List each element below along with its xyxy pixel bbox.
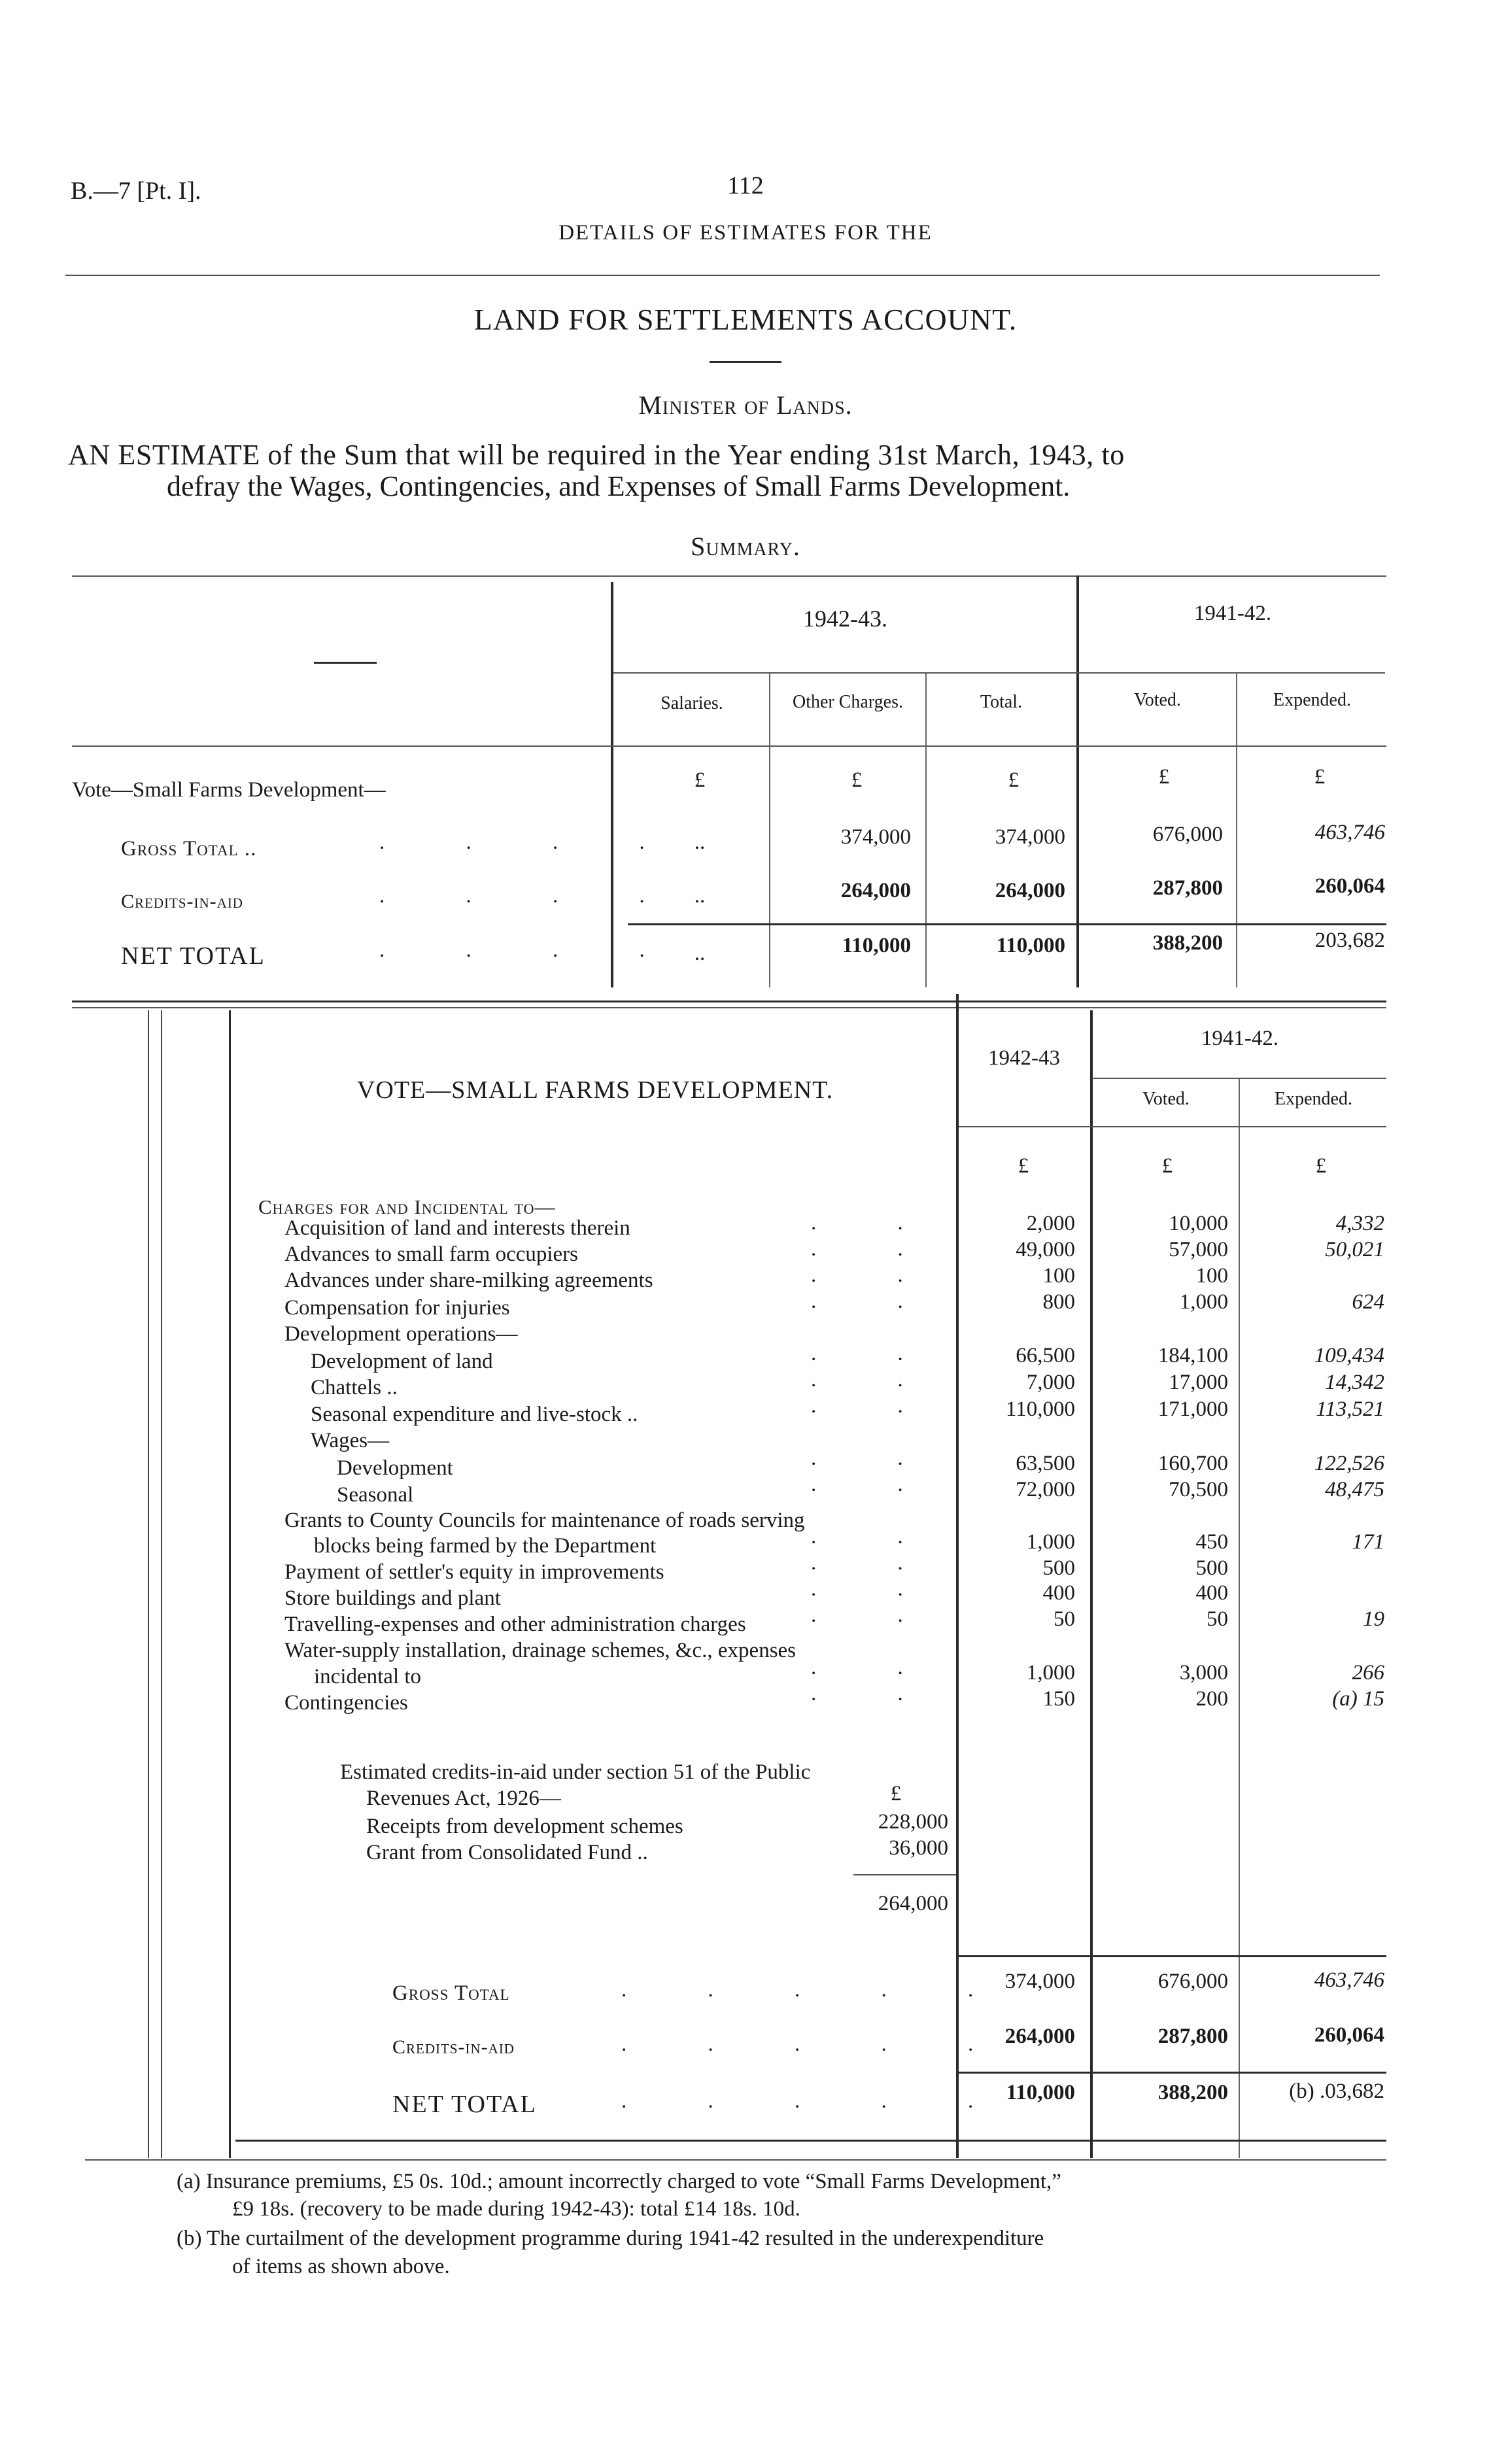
item-current: 800 bbox=[1042, 1290, 1075, 1314]
item-label: Development bbox=[337, 1456, 453, 1480]
leader-dots: . . . . . bbox=[621, 2089, 1012, 2113]
summary-vote-label: Vote—Small Farms Development— bbox=[72, 778, 386, 802]
header-subtitle: DETAILS OF ESTIMATES FOR THE bbox=[558, 221, 933, 245]
margin-rule bbox=[229, 1010, 231, 2158]
item-voted: 57,000 bbox=[1169, 1238, 1228, 1261]
currency-symbol: £ bbox=[1158, 765, 1170, 789]
item-label: Grants to County Councils for maintenance of roads serving bbox=[284, 1509, 805, 1532]
total-current: 110,000 bbox=[1006, 2081, 1075, 2104]
credit-label: Receipts from development schemes bbox=[366, 1815, 683, 1838]
item-expended: 109,434 bbox=[1314, 1344, 1384, 1367]
footnote-a-cont: £9 18s. (recovery to be made during 1942-43): total £14 18s. 10d. bbox=[232, 2197, 800, 2221]
cell-salaries: .. bbox=[694, 884, 706, 908]
footnote-a: (a) Insurance premiums, £5 0s. 10d.; amount incorrectly charged to vote “Small Farms Development,” bbox=[177, 2170, 1061, 2193]
footnote-b-cont: of items as shown above. bbox=[232, 2255, 450, 2278]
item-voted: 400 bbox=[1195, 1581, 1228, 1605]
item-expended: 122,526 bbox=[1314, 1452, 1384, 1475]
item-current: 66,500 bbox=[1016, 1344, 1075, 1367]
detail-col-rule bbox=[1239, 1079, 1240, 2158]
summary-divider bbox=[611, 582, 613, 987]
detail-bottom-rule bbox=[235, 2140, 1386, 2142]
item-voted: 500 bbox=[1195, 1556, 1228, 1580]
item-expended: 14,342 bbox=[1325, 1371, 1384, 1394]
col-voted: Voted. bbox=[1134, 690, 1181, 710]
currency-symbol: £ bbox=[890, 1782, 902, 1805]
section-heading: Charges for and Incidental to— bbox=[258, 1195, 556, 1218]
item-current: 49,000 bbox=[1016, 1238, 1075, 1261]
item-voted: 70,500 bbox=[1169, 1478, 1228, 1501]
minister-heading: Minister of Lands. bbox=[638, 390, 853, 420]
cell-other: 374,000 bbox=[840, 825, 911, 849]
total-label: Gross Total bbox=[392, 1981, 510, 2005]
item-label: Store buildings and plant bbox=[284, 1586, 501, 1610]
summary-col-rule bbox=[1236, 674, 1237, 987]
item-current: 1,000 bbox=[1026, 1530, 1075, 1554]
item-expended: (a) 15 bbox=[1332, 1687, 1384, 1711]
leader-dots: . . . . . bbox=[621, 1978, 1012, 2002]
item-label: Development of land bbox=[311, 1350, 493, 1373]
item-expended: 4,332 bbox=[1335, 1212, 1384, 1235]
summary-bottom-rule bbox=[72, 1001, 1386, 1002]
summary-group-current: 1942-43. bbox=[803, 606, 887, 632]
item-expended: 48,475 bbox=[1325, 1478, 1384, 1501]
total-expended: (b) .03,682 bbox=[1289, 2079, 1384, 2103]
detail-header-rule bbox=[1092, 1078, 1386, 1079]
margin-rule bbox=[148, 1010, 149, 2158]
summary-sum-rule bbox=[628, 923, 1386, 925]
cell-expended: 260,064 bbox=[1314, 874, 1385, 898]
total-current: 264,000 bbox=[1004, 2025, 1075, 2048]
totals-top-rule bbox=[959, 1955, 1386, 1957]
item-label: Wages— bbox=[311, 1429, 390, 1452]
item-label: Seasonal bbox=[337, 1483, 414, 1507]
col-expended: Expended. bbox=[1273, 690, 1351, 710]
cell-expended: 463,746 bbox=[1314, 821, 1385, 844]
currency-symbol: £ bbox=[1314, 765, 1326, 789]
summary-group-previous: 1941-42. bbox=[1193, 602, 1272, 625]
total-voted: 287,800 bbox=[1157, 2025, 1228, 2048]
cell-salaries: .. bbox=[694, 942, 706, 965]
total-current: 374,000 bbox=[1004, 1970, 1075, 1993]
item-expended: 50,021 bbox=[1325, 1238, 1384, 1261]
header-rule bbox=[65, 275, 1380, 276]
row-label: Gross Total .. bbox=[121, 837, 257, 861]
col-total: Total. bbox=[980, 692, 1023, 712]
item-label: Contingencies bbox=[284, 1691, 408, 1715]
document-reference: B.—7 [Pt. I]. bbox=[71, 177, 201, 205]
detail-header-bottom-rule bbox=[959, 1126, 1386, 1127]
item-voted: 160,700 bbox=[1157, 1452, 1228, 1475]
detail-col-divider bbox=[1090, 1010, 1093, 2158]
summary-header-rule bbox=[613, 672, 1385, 674]
leader-dots: . . . . . bbox=[621, 2032, 1012, 2056]
currency-symbol: £ bbox=[1008, 768, 1020, 792]
item-label: incidental to bbox=[314, 1665, 422, 1688]
credit-label: Grant from Consolidated Fund .. bbox=[366, 1841, 648, 1864]
total-expended: 463,746 bbox=[1314, 1968, 1384, 1992]
cell-total: 374,000 bbox=[995, 825, 1065, 849]
stub-dash bbox=[314, 662, 377, 664]
item-voted: 200 bbox=[1195, 1687, 1228, 1711]
cell-voted: 287,800 bbox=[1152, 876, 1223, 900]
item-current: 63,500 bbox=[1016, 1452, 1075, 1475]
item-voted: 17,000 bbox=[1169, 1371, 1228, 1394]
estimate-line-2: defray the Wages, Contingencies, and Expenses of Small Farms Development. bbox=[167, 470, 1071, 502]
summary-heading: Summary. bbox=[691, 532, 800, 561]
item-current: 100 bbox=[1042, 1264, 1075, 1288]
item-voted: 171,000 bbox=[1157, 1397, 1228, 1421]
leader-dots: . . . . . . . . . . . . . . . . . . . . . . . . . . . . . . bbox=[811, 1211, 941, 1705]
item-current: 1,000 bbox=[1026, 1661, 1075, 1685]
credit-sum-rule bbox=[853, 1874, 956, 1875]
summary-top-rule bbox=[72, 575, 1386, 577]
item-expended: 266 bbox=[1352, 1661, 1384, 1685]
item-expended: 19 bbox=[1363, 1607, 1384, 1631]
detail-col-voted: Voted. bbox=[1142, 1089, 1190, 1109]
credit-total: 264,000 bbox=[878, 1892, 948, 1915]
leader-dots: . . . . bbox=[379, 938, 683, 962]
summary-bottom-rule bbox=[72, 1007, 1386, 1008]
total-label: NET TOTAL bbox=[392, 2091, 537, 2118]
item-label: Advances under share-milking agreements bbox=[284, 1269, 653, 1292]
item-label: Water-supply installation, drainage schemes, &c., expenses bbox=[284, 1639, 797, 1662]
item-voted: 50 bbox=[1207, 1607, 1228, 1631]
currency-symbol: £ bbox=[1018, 1154, 1029, 1178]
item-voted: 100 bbox=[1195, 1264, 1228, 1288]
item-label: Seasonal expenditure and live-stock .. bbox=[311, 1403, 638, 1426]
currency-symbol: £ bbox=[1315, 1154, 1327, 1178]
currency-symbol: £ bbox=[1161, 1154, 1173, 1178]
net-total-rule bbox=[959, 2072, 1386, 2074]
total-label: Credits-in-aid bbox=[392, 2036, 515, 2058]
cell-voted: 388,200 bbox=[1152, 931, 1223, 955]
item-current: 500 bbox=[1042, 1556, 1075, 1580]
item-current: 2,000 bbox=[1026, 1212, 1075, 1235]
item-current: 7,000 bbox=[1026, 1371, 1075, 1394]
total-expended: 260,064 bbox=[1314, 2023, 1384, 2047]
detail-col-expended: Expended. bbox=[1275, 1089, 1352, 1109]
col-other-charges: Other Charges. bbox=[793, 692, 903, 712]
leader-dots: . . . . bbox=[379, 830, 683, 854]
item-voted: 1,000 bbox=[1179, 1290, 1228, 1314]
cell-other: 264,000 bbox=[840, 879, 911, 902]
item-current: 110,000 bbox=[1005, 1397, 1075, 1421]
row-label: Credits-in-aid bbox=[121, 891, 243, 912]
total-voted: 388,200 bbox=[1157, 2081, 1228, 2104]
item-current: 50 bbox=[1054, 1607, 1075, 1631]
currency-symbol: £ bbox=[694, 768, 706, 792]
item-voted: 184,100 bbox=[1157, 1344, 1228, 1367]
col-salaries: Salaries. bbox=[660, 693, 723, 713]
item-label: blocks being farmed by the Department bbox=[314, 1534, 657, 1558]
estimate-line-1: AN ESTIMATE of the Sum that will be required in the Year ending 31st March, 1943, to bbox=[68, 439, 1125, 471]
cell-salaries: .. bbox=[694, 830, 706, 854]
item-expended: 171 bbox=[1352, 1530, 1384, 1554]
summary-header-bottom-rule bbox=[72, 745, 1386, 747]
currency-symbol: £ bbox=[851, 768, 863, 792]
total-voted: 676,000 bbox=[1157, 1970, 1228, 1993]
item-label: Advances to small farm occupiers bbox=[284, 1242, 579, 1266]
item-current: 400 bbox=[1042, 1581, 1075, 1605]
credits-heading-1: Estimated credits-in-aid under section 51 of the Public bbox=[340, 1760, 811, 1784]
item-voted: 10,000 bbox=[1169, 1212, 1228, 1235]
item-voted: 3,000 bbox=[1179, 1661, 1228, 1685]
cell-voted: 676,000 bbox=[1152, 823, 1223, 846]
detail-col-current: 1942-43 bbox=[988, 1046, 1060, 1070]
item-label: Payment of settler's equity in improvements bbox=[284, 1560, 664, 1584]
item-expended: 113,521 bbox=[1316, 1397, 1384, 1421]
item-current: 150 bbox=[1042, 1687, 1075, 1711]
cell-total: 264,000 bbox=[995, 879, 1065, 902]
footnote-rule bbox=[85, 2159, 1386, 2161]
page-title: LAND FOR SETTLEMENTS ACCOUNT. bbox=[473, 303, 1018, 336]
detail-title: VOTE—SMALL FARMS DEVELOPMENT. bbox=[356, 1076, 834, 1104]
margin-rule bbox=[161, 1010, 162, 2158]
summary-divider bbox=[1076, 575, 1079, 987]
cell-total: 110,000 bbox=[996, 934, 1065, 957]
item-label: Travelling-expenses and other administration charges bbox=[284, 1613, 746, 1636]
leader-dots: . . . . bbox=[379, 884, 683, 908]
footnote-b: (b) The curtailment of the development programme during 1941-42 resulted in the underexpenditure bbox=[177, 2227, 1044, 2250]
page-number: 112 bbox=[727, 172, 764, 199]
item-current: 72,000 bbox=[1016, 1478, 1075, 1501]
item-label: Chattels .. bbox=[311, 1376, 398, 1399]
item-expended: 624 bbox=[1352, 1290, 1384, 1314]
item-label: Acquisition of land and interests therein bbox=[284, 1216, 630, 1240]
credits-heading-2: Revenues Act, 1926— bbox=[366, 1787, 561, 1810]
credit-value: 228,000 bbox=[878, 1810, 948, 1834]
title-rule bbox=[710, 361, 781, 363]
item-label: Development operations— bbox=[284, 1322, 518, 1346]
cell-expended: 203,682 bbox=[1314, 929, 1385, 952]
detail-col-previous: 1941-42. bbox=[1201, 1027, 1279, 1050]
cell-other: 110,000 bbox=[842, 934, 911, 957]
credit-value: 36,000 bbox=[889, 1836, 948, 1860]
item-voted: 450 bbox=[1195, 1530, 1228, 1554]
row-label: NET TOTAL bbox=[121, 942, 266, 970]
item-label: Compensation for injuries bbox=[284, 1296, 510, 1320]
